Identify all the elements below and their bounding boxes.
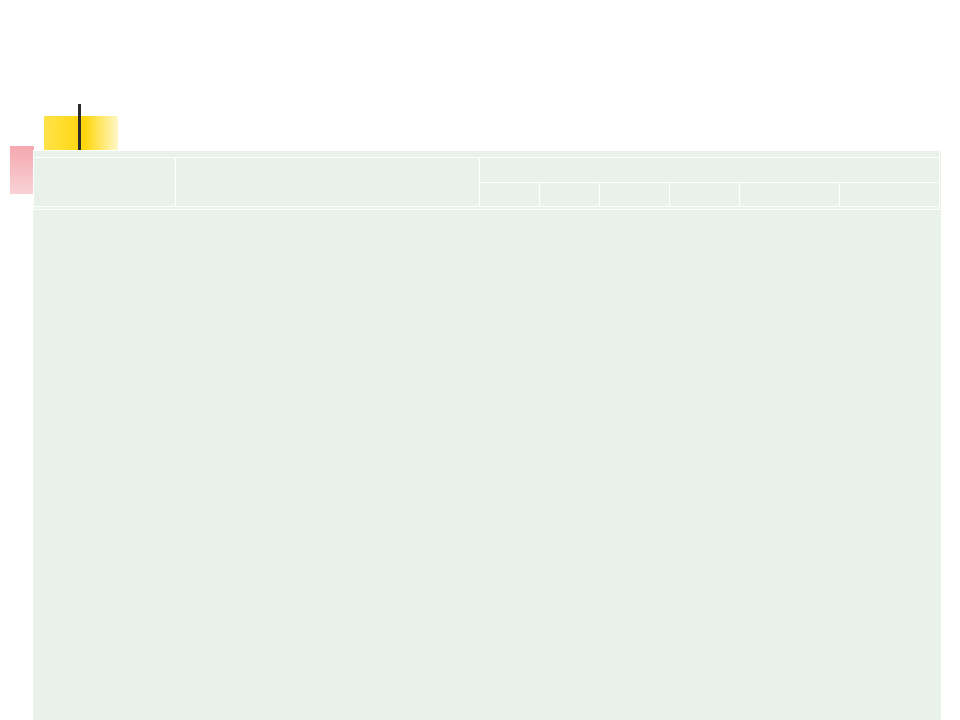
grade-header (670, 182, 740, 207)
header-hours (480, 158, 940, 183)
grade-header (480, 182, 540, 207)
header-classes-subjects (176, 158, 480, 207)
grade-header (600, 182, 670, 207)
grade-header (840, 182, 940, 207)
curriculum-table-container (33, 150, 941, 720)
grade-header (540, 182, 600, 207)
decorative-pink-block (10, 146, 34, 194)
mandatory-row (34, 207, 940, 210)
grade-header (740, 182, 840, 207)
mandatory-label (34, 207, 940, 210)
table-caption-row (34, 151, 940, 158)
decorative-yellow-block (44, 116, 118, 154)
table-caption (34, 151, 940, 158)
header-areas (34, 158, 176, 207)
header-row (34, 158, 940, 183)
curriculum-table (33, 150, 940, 210)
